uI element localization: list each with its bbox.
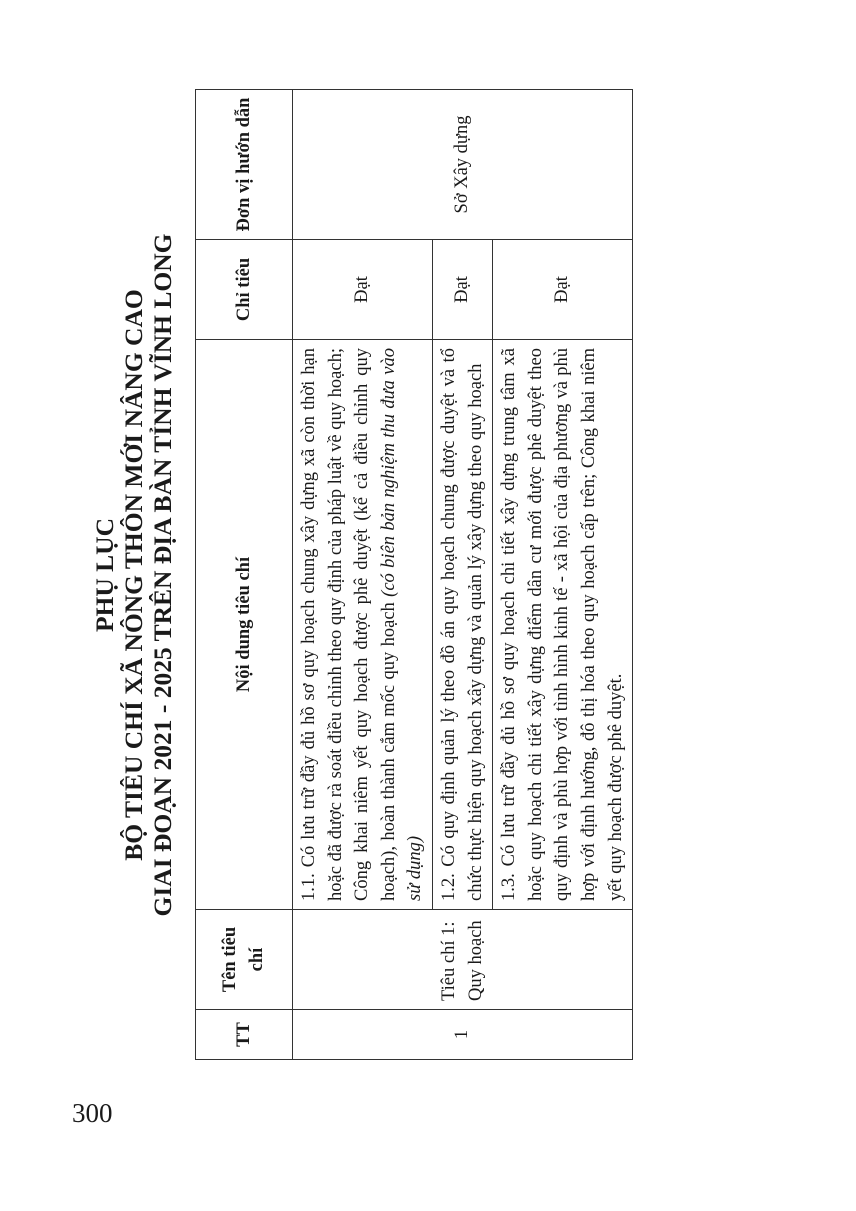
criterion-name: Tiêu chí 1: Quy hoạch [293, 910, 633, 1010]
criterion-content-1-1 [293, 340, 433, 910]
page-number: 300 [72, 1098, 113, 1128]
rotated-page-content [90, 75, 790, 1075]
criterion-content-1-3: 1.3. Có lưu trữ đầy đủ hồ sơ quy hoạch chi tiết xây dựng trung tâm xã hoặc quy hoạch chi tiết xây dựng điểm dân cư mới được phê duyệt theo quy định và phù hợp với tình hình kinh tế - xã hội của địa phương và phù hợp với định hướng, đô thị hóa theo quy hoạch cấp trên; Công khai niêm yết quy hoạch được phê duyệt. [493, 340, 633, 910]
title-appendix: PHỤ LỤC [90, 517, 119, 633]
document-title [90, 75, 177, 1075]
criteria-table [195, 89, 633, 1060]
table-header-row [196, 90, 293, 1060]
guiding-unit: Sở Xây dựng [293, 90, 633, 240]
target-1-2: Đạt [432, 240, 492, 340]
content-text: 1.1. Có lưu trữ đầy đủ hồ sơ quy hoạch chung xây dựng xã còn thời hạn hoặc đã được rà soát điều chỉnh theo quy định của pháp luật về quy hoạch; Công khai niêm yết quy hoạch được phê duyệt (kể cả điều chỉnh quy hoạch), hoàn thành cắm mốc quy hoạch [299, 348, 399, 901]
target-1-1: Đạt [293, 240, 433, 340]
header-guiding-unit: Đơn vị hướn dẫn [196, 90, 293, 240]
title-criteria-set: BỘ TIÊU CHÍ XÃ NÔNG THÔN MỚI NÂNG CAO [119, 289, 148, 861]
header-criterion-name: Tên tiêu chí [196, 910, 293, 1010]
header-tt: TT [196, 1010, 293, 1060]
criterion-content-1-2: 1.2. Có quy định quản lý theo đồ án quy hoạch chung được duyệt và tổ chức thực hiện quy hoạch xây dựng và quản lý xây dựng theo quy hoạch [432, 340, 492, 910]
target-1-3: Đạt [493, 240, 633, 340]
header-target: Chỉ tiêu [196, 240, 293, 340]
table-row [293, 90, 433, 1060]
row-number: 1 [293, 1010, 633, 1060]
content-italic-note: (có biên bản nghiệm thu đưa vào sử dụng) [378, 347, 426, 901]
title-period: GIAI ĐOẠN 2021 - 2025 TRÊN ĐỊA BÀN TỈNH VĨNH LONG [148, 233, 177, 917]
header-criterion-content: Nội dung tiêu chí [196, 340, 293, 910]
